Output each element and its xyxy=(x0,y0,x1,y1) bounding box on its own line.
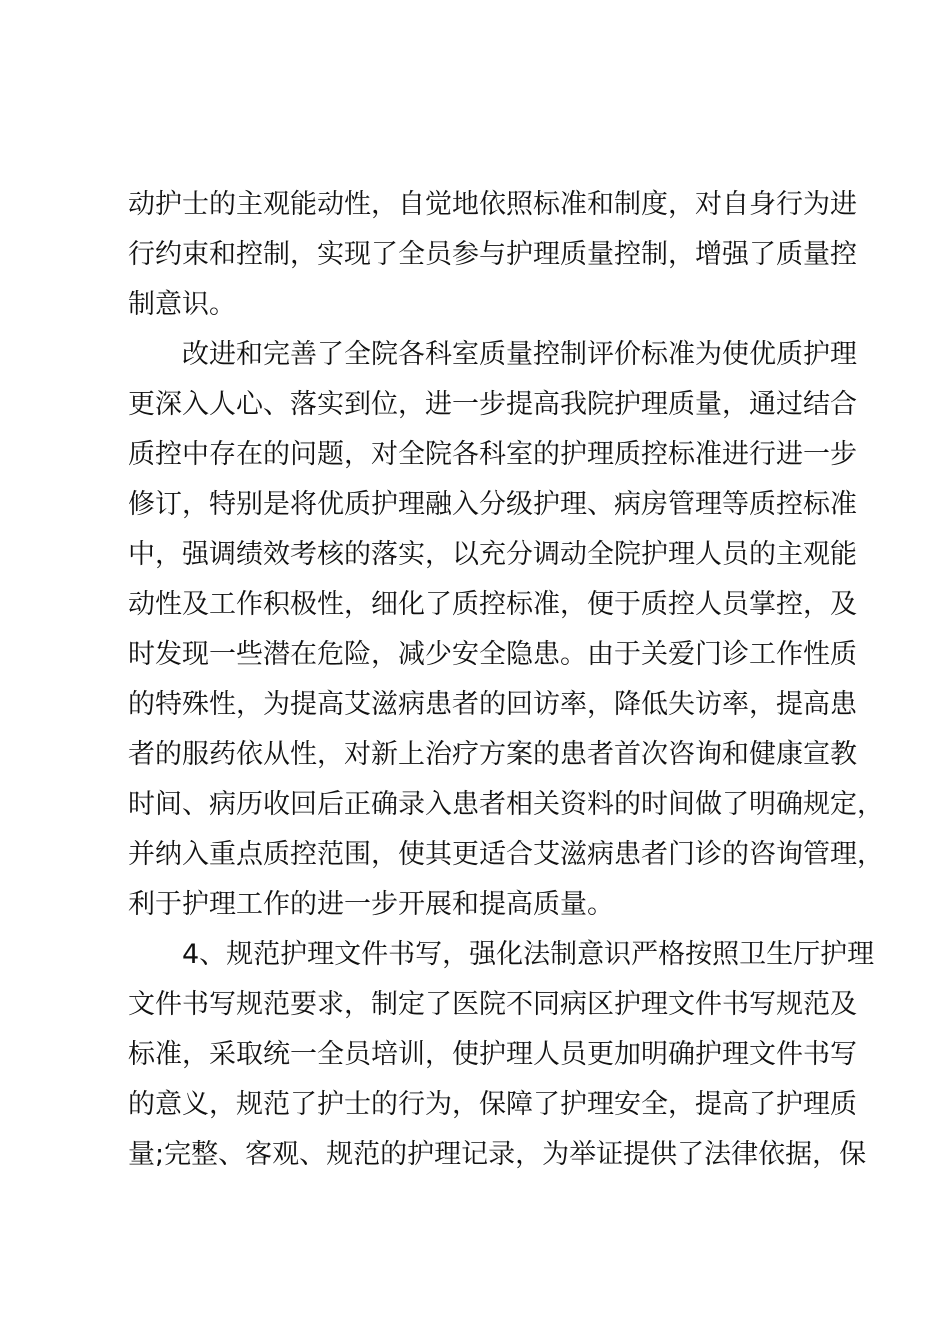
paragraph-3 xyxy=(128,930,875,1180)
text-line: 行约束和控制，实现了全员参与护理质量控制，增强了质量控 xyxy=(128,239,857,270)
text-line: 并纳入重点质控范围，使其更适合艾滋病患者门诊的咨询管理， xyxy=(128,839,884,870)
text-line: 时间、病历收回后正确录入患者相关资料的时间做了明确规定， xyxy=(128,789,884,820)
text-line: 标准，采取统一全员培训，使护理人员更加明确护理文件书写 xyxy=(128,1039,857,1070)
paragraph-2 xyxy=(128,330,884,930)
text-line: 4、规范护理文件书写，强化法制意识严格按照卫生厅护理 xyxy=(182,939,875,970)
text-line: 中，强调绩效考核的落实，以充分调动全院护理人员的主观能 xyxy=(128,539,857,570)
text-line: 改进和完善了全院各科室质量控制评价标准为使优质护理 xyxy=(182,339,857,370)
text-line: 的特殊性，为提高艾滋病患者的回访率，降低失访率，提高患 xyxy=(128,689,857,720)
text-line: 利于护理工作的进一步开展和提高质量。 xyxy=(128,889,614,920)
text-line: 的意义，规范了护士的行为，保障了护理安全，提高了护理质 xyxy=(128,1089,857,1120)
text-line: 动性及工作积极性，细化了质控标准，便于质控人员掌控，及 xyxy=(128,589,857,620)
text-line: 文件书写规范要求，制定了医院不同病区护理文件书写规范及 xyxy=(128,989,857,1020)
text-line: 质控中存在的问题，对全院各科室的护理质控标准进行进一步 xyxy=(128,439,857,470)
body-text xyxy=(128,180,884,1180)
text-line: 动护士的主观能动性，自觉地依照标准和制度，对自身行为进 xyxy=(128,189,857,220)
text-line: 时发现一些潜在危险，减少安全隐患。由于关爱门诊工作性质 xyxy=(128,639,857,670)
paragraph-1 xyxy=(128,180,857,330)
text-line: 更深入人心、落实到位，进一步提高我院护理质量，通过结合 xyxy=(128,389,857,420)
text-line: 量;完整、客观、规范的护理记录，为举证提供了法律依据，保 xyxy=(128,1139,867,1170)
text-line: 制意识。 xyxy=(128,289,236,320)
text-line: 修订，特别是将优质护理融入分级护理、病房管理等质控标准 xyxy=(128,489,857,520)
text-line: 者的服药依从性，对新上治疗方案的患者首次咨询和健康宣教 xyxy=(128,739,857,770)
